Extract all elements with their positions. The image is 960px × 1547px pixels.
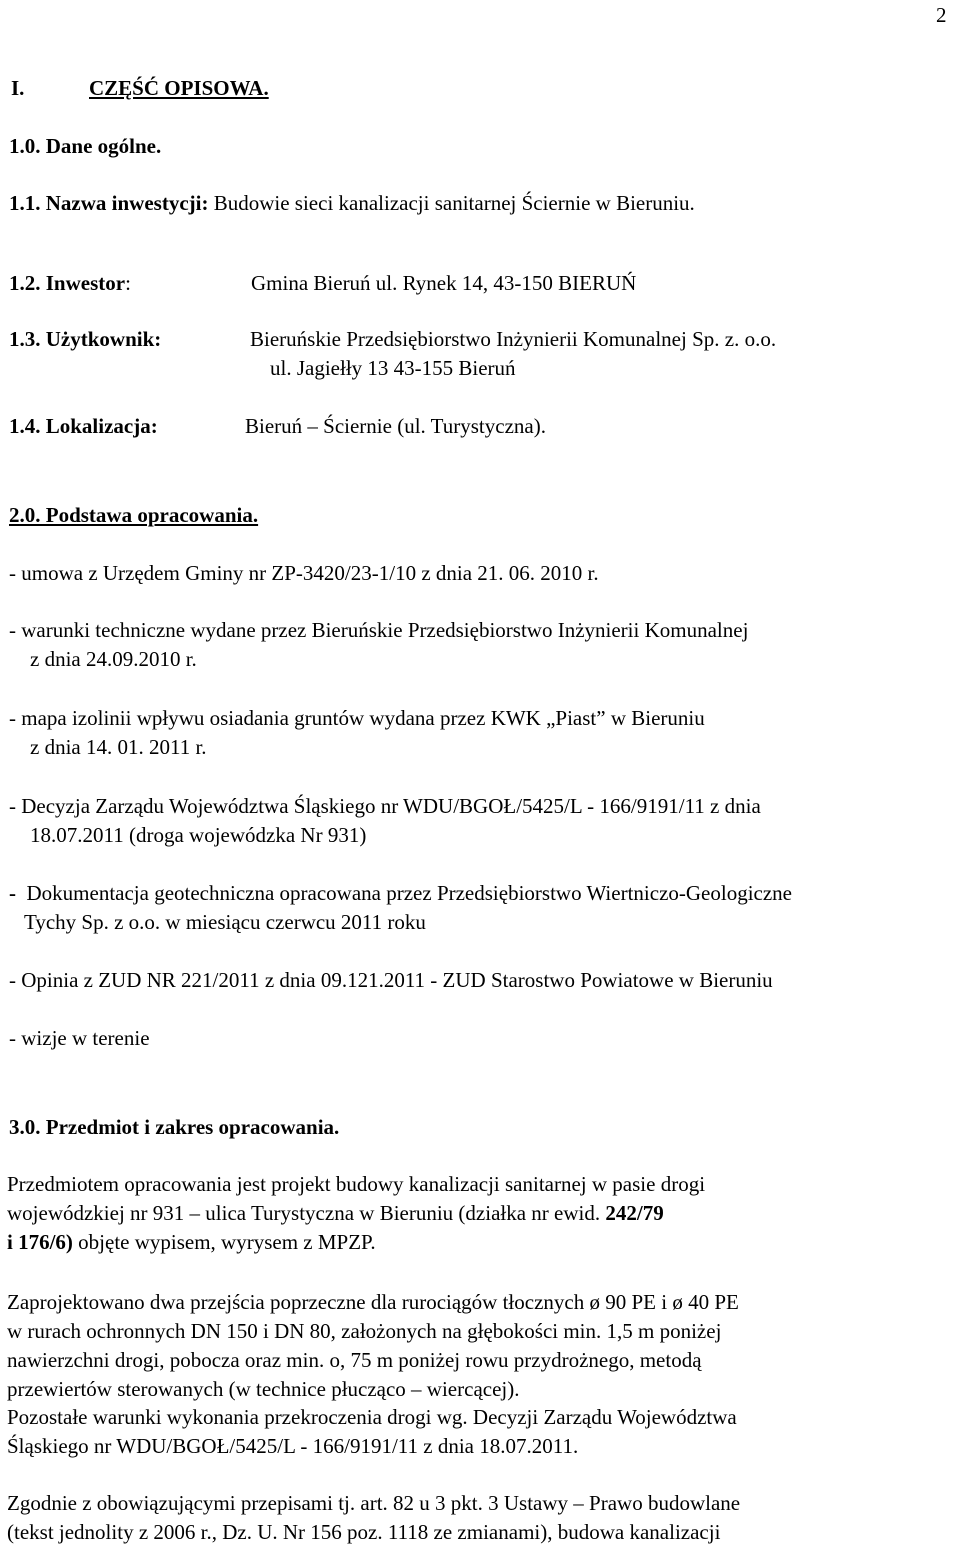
parcel-number-1: 242/79 <box>605 1201 664 1225</box>
investor-line <box>9 270 131 296</box>
basis-item-7: - wizje w terenie <box>9 1026 150 1050</box>
basis-item-4: - Decyzja Zarządu Województwa Śląskiego nr WDU/BGOŁ/5425/L - 166/9191/11 z dnia <box>9 794 761 818</box>
basis-item-3: - mapa izolinii wpływu osiadania gruntów wydana przez KWK „Piast” w Bieruniu <box>9 706 705 730</box>
basis-item-1: - umowa z Urzędem Gminy nr ZP-3420/23-1/10 z dnia 21. 06. 2010 r. <box>9 561 599 585</box>
scope-p2-line: w rurach ochronnych DN 150 i DN 80, założonych na głębokości min. 1,5 m poniżej <box>7 1319 722 1343</box>
scope-p2-line: nawierzchni drogi, pobocza oraz min. o, 75 m poniżej rowu przydrożnego, metodą <box>7 1348 702 1372</box>
investment-value: Budowie sieci kanalizacji sanitarnej Ściernie w Bieruniu. <box>213 191 695 215</box>
scope-p1-line1: Przedmiotem opracowania jest projekt budowy kanalizacji sanitarnej w pasie drogi <box>7 1172 706 1196</box>
investor-value: Gmina Bieruń ul. Rynek 14, 43-150 BIERUŃ <box>251 271 637 295</box>
basis-item-2-cont: z dnia 24.09.2010 r. <box>30 647 197 671</box>
scope-p3-line: (tekst jednolity z 2006 r., Dz. U. Nr 156 poz. 1118 ze zmianami), budowa kanalizacji <box>7 1520 721 1544</box>
basis-item-5-text: Dokumentacja geotechniczna opracowana przez Przedsiębiorstwo Wiertniczo-Geologiczne <box>26 881 793 905</box>
scope-p2-line: Zaprojektowano dwa przejścia poprzeczne dla rurociągów tłocznych ø 90 PE i ø 40 PE <box>7 1290 739 1314</box>
scope-p1-line2 <box>7 1200 664 1226</box>
scope-p2-line: Śląskiego nr WDU/BGOŁ/5425/L - 166/9191/11 z dnia 18.07.2011. <box>7 1434 579 1458</box>
section-heading <box>11 75 24 101</box>
basis-item-5 <box>9 880 792 906</box>
investment-line <box>9 190 695 216</box>
basis-item-3-cont: z dnia 14. 01. 2011 r. <box>30 735 207 759</box>
scope-p2-line: Pozostałe warunki wykonania przekroczenia drogi wg. Decyzji Zarządu Województwa <box>7 1405 737 1429</box>
basis-item-5-dash: - <box>9 881 16 905</box>
basis-heading: 2.0. Podstawa opracowania. <box>9 503 259 527</box>
basis-item-5-cont: Tychy Sp. z o.o. w miesiącu czerwcu 2011 roku <box>24 910 426 934</box>
section-title: CZĘŚĆ OPISOWA. <box>89 76 269 100</box>
investor-colon: : <box>125 271 131 295</box>
scope-heading: 3.0. Przedmiot i zakres opracowania. <box>9 1115 340 1139</box>
location-value: Bieruń – Ściernie (ul. Turystyczna). <box>245 414 546 438</box>
basis-item-2: - warunki techniczne wydane przez Bieruńskie Przedsiębiorstwo Inżynierii Komunalnej <box>9 618 749 642</box>
scope-p1-line2-text: wojewódzkiej nr 931 – ulica Turystyczna w Bieruniu (działka nr ewid. <box>7 1201 606 1225</box>
scope-p1-line3 <box>7 1229 376 1255</box>
scope-p1-line3-text: objęte wypisem, wyrysem z MPZP. <box>72 1230 376 1254</box>
scope-p3-line: Zgodnie z obowiązującymi przepisami tj. art. 82 u 3 pkt. 3 Ustawy – Prawo budowlane <box>7 1491 741 1515</box>
section-number: I. <box>11 76 25 100</box>
parcel-number-2: i 176/6) <box>7 1230 73 1254</box>
location-label: 1.4. Lokalizacja: <box>9 414 158 438</box>
scope-p2-line: przewiertów sterowanych (w technice płucząco – wiercącej). <box>7 1377 520 1401</box>
user-value-line1: Bieruńskie Przedsiębiorstwo Inżynierii Komunalnej Sp. z. o.o. <box>250 327 777 351</box>
basis-item-4-cont: 18.07.2011 (droga wojewódzka Nr 931) <box>30 823 367 847</box>
investment-label: 1.1. Nazwa inwestycji: <box>9 191 209 215</box>
user-label: 1.3. Użytkownik: <box>9 327 162 351</box>
investor-label: 1.2. Inwestor <box>9 271 126 295</box>
general-heading: 1.0. Dane ogólne. <box>9 134 162 158</box>
user-value-line2: ul. Jagiełły 13 43-155 Bieruń <box>270 356 516 380</box>
page-number: 2 <box>936 3 947 27</box>
basis-item-6: - Opinia z ZUD NR 221/2011 z dnia 09.121.2011 - ZUD Starostwo Powiatowe w Bieruniu <box>9 968 773 992</box>
